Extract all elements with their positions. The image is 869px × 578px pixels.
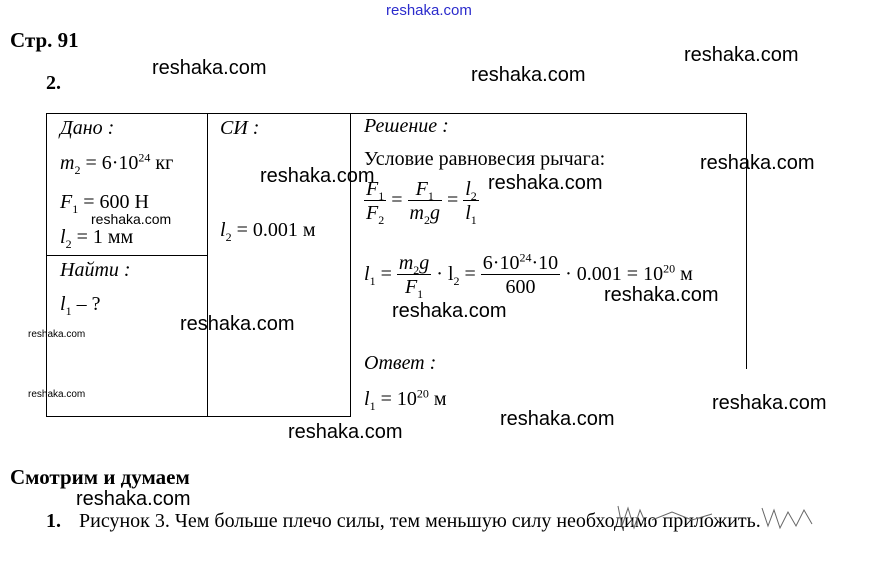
watermark: reshaka.com — [28, 389, 86, 400]
watermark: reshaka.com — [700, 152, 815, 174]
watermark: reshaka.com — [392, 300, 507, 322]
item-text: Рисунок 3. Чем больше плечо силы, тем меньшую силу необходимо приложить. — [79, 510, 761, 532]
watermark: reshaka.com — [604, 284, 719, 306]
watermark: reshaka.com — [28, 329, 86, 340]
watermark: reshaka.com — [471, 64, 586, 86]
watermark: reshaka.com — [76, 488, 191, 510]
watermark: reshaka.com — [152, 57, 267, 79]
si-header: СИ : — [220, 117, 260, 139]
watermark: reshaka.com — [288, 421, 403, 443]
given-arm: $l_2 = 1$ мм — [60, 226, 134, 251]
si-arm: $l_2 = 0.001$ м — [220, 219, 316, 244]
given-force: $F_1 = 600$ Н — [60, 191, 149, 216]
arm-calculation: $l_1$ = $\frac{m_2g}{F_1}$ · $l_2$ = $\frac{6\cdot 10^{24}\cdot 10}{600}$ · $0.001 = 10^{20}$ м — [364, 250, 693, 301]
solution-header: Решение : — [364, 115, 449, 137]
find-header: Найти : — [60, 259, 131, 281]
given-mass: $m_2 = 6\cdot 10^{24}$ кг — [60, 150, 174, 177]
given-header: Дано : — [60, 117, 115, 139]
watermark-top: reshaka.com — [386, 2, 472, 19]
watermark: reshaka.com — [684, 44, 799, 66]
equilibrium-condition: Условие равновесия рычага: — [364, 148, 606, 170]
watermark: reshaka.com — [260, 165, 375, 187]
task-number: 2. — [46, 72, 61, 94]
answer-header: Ответ : — [364, 352, 437, 374]
watermark: reshaka.com — [712, 392, 827, 414]
item-number: 1. — [46, 510, 61, 532]
section-title: Смотрим и думаем — [10, 465, 190, 489]
watermark: reshaka.com — [488, 172, 603, 194]
answer-value: $l_1 = 10^{20}$ м — [364, 386, 447, 413]
watermark: reshaka.com — [180, 313, 295, 335]
equilibrium-equation: $\frac{F_1}{F_2}$ = $\frac{F_1}{m_2g}$ = $\frac{l_2}{l_1}$ — [366, 178, 477, 227]
find-arm: $l_1$ – ? — [60, 293, 101, 318]
watermark: reshaka.com — [91, 211, 172, 227]
page-number: Стр. 91 — [10, 28, 79, 52]
watermark: reshaka.com — [500, 408, 615, 430]
scribble-mark — [612, 500, 832, 532]
